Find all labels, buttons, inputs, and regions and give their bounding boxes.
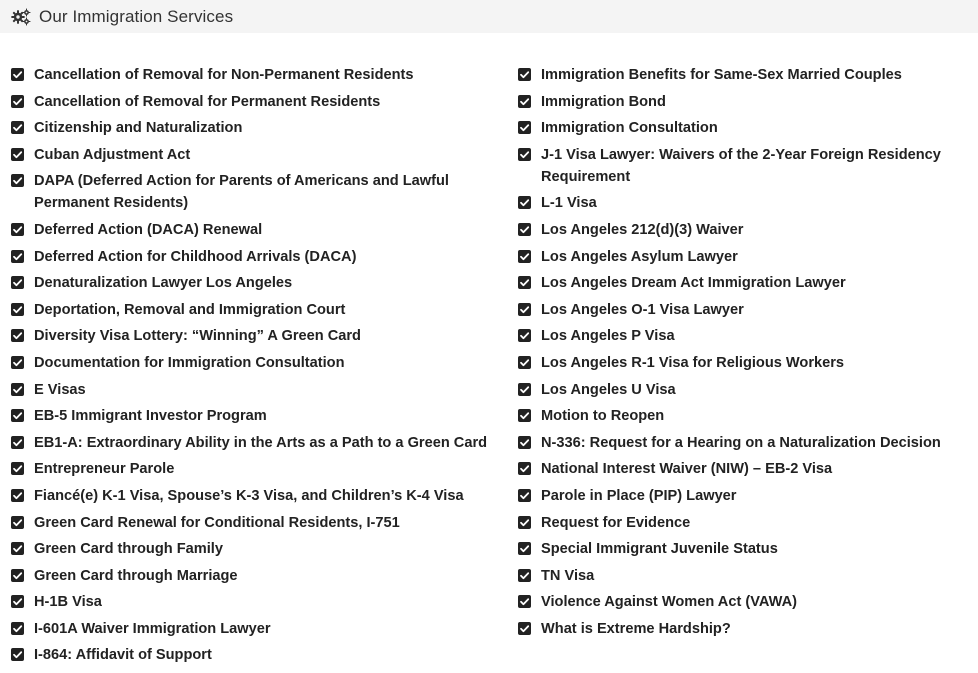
check-square-icon xyxy=(518,121,531,134)
check-square-icon xyxy=(518,462,531,475)
service-item-label: Motion to Reopen xyxy=(541,408,665,425)
service-item-right-14[interactable] xyxy=(518,432,968,459)
service-item-right-7[interactable] xyxy=(518,246,968,273)
check-square-icon xyxy=(518,622,531,635)
service-item-left-21[interactable] xyxy=(11,618,518,645)
service-item-label: Entrepreneur Parole xyxy=(34,461,175,478)
service-item-label: Parole in Place (PIP) Lawyer xyxy=(541,487,737,504)
service-item-right-13[interactable] xyxy=(518,405,968,432)
check-square-icon xyxy=(11,648,24,661)
service-item-label: Diversity Visa Lottery: “Winning” A Green Card xyxy=(34,328,361,345)
check-square-icon xyxy=(518,569,531,582)
check-square-icon xyxy=(518,148,531,161)
check-square-icon xyxy=(518,68,531,81)
check-square-icon xyxy=(518,489,531,502)
service-item-label: L-1 Visa xyxy=(541,195,597,212)
service-item-left-9[interactable] xyxy=(11,299,518,326)
service-item-label: Los Angeles P Visa xyxy=(541,328,675,345)
service-item-left-19[interactable] xyxy=(11,565,518,592)
service-item-right-3[interactable] xyxy=(518,117,968,144)
check-square-icon xyxy=(11,569,24,582)
service-item-left-1[interactable] xyxy=(11,64,518,91)
service-item-left-7[interactable] xyxy=(11,246,518,273)
service-item-label: H-1B Visa xyxy=(34,594,102,611)
check-square-icon xyxy=(518,196,531,209)
service-item-label: Los Angeles U Visa xyxy=(541,381,676,398)
service-item-right-10[interactable] xyxy=(518,325,968,352)
check-square-icon xyxy=(11,174,24,187)
check-square-icon xyxy=(11,68,24,81)
service-item-right-11[interactable] xyxy=(518,352,968,379)
service-item-right-18[interactable] xyxy=(518,538,968,565)
check-square-icon xyxy=(11,250,24,263)
check-square-icon xyxy=(518,595,531,608)
service-item-left-12[interactable] xyxy=(11,379,518,406)
service-item-left-6[interactable] xyxy=(11,219,518,246)
service-item-left-22[interactable] xyxy=(11,644,518,671)
service-item-label: Fiancé(e) K-1 Visa, Spouse’s K-3 Visa, and Children’s K-4 Visa xyxy=(34,487,464,504)
service-item-label: Cancellation of Removal for Permanent Residents xyxy=(34,93,381,110)
service-item-label: National Interest Waiver (NIW) – EB-2 Visa xyxy=(541,461,833,478)
check-square-icon xyxy=(518,436,531,449)
service-item-label: DAPA (Deferred Action for Parents of Americans and Lawful Permanent Residents) xyxy=(34,173,449,212)
service-item-label: Cuban Adjustment Act xyxy=(34,146,191,163)
service-item-label: Immigration Benefits for Same-Sex Married Couples xyxy=(541,67,902,83)
check-square-icon xyxy=(11,595,24,608)
check-square-icon xyxy=(518,250,531,263)
check-square-icon xyxy=(11,356,24,369)
service-item-right-9[interactable] xyxy=(518,299,968,326)
service-item-left-5[interactable] xyxy=(11,170,518,219)
service-item-label: Immigration Bond xyxy=(541,93,666,110)
service-item-label: Request for Evidence xyxy=(541,514,691,531)
check-square-icon xyxy=(518,95,531,108)
service-item-label: Cancellation of Removal for Non-Permanent Residents xyxy=(34,67,414,83)
service-item-right-21[interactable] xyxy=(518,618,968,645)
check-square-icon xyxy=(11,409,24,422)
section-title: Our Immigration Services xyxy=(39,6,234,26)
service-item-label: Deferred Action for Childhood Arrivals (DACA) xyxy=(34,248,357,265)
check-square-icon xyxy=(518,276,531,289)
service-item-left-18[interactable] xyxy=(11,538,518,565)
check-square-icon xyxy=(11,329,24,342)
service-item-label: Green Card through Family xyxy=(34,541,223,558)
service-item-label: What is Extreme Hardship? xyxy=(541,620,731,637)
service-item-right-15[interactable] xyxy=(518,458,968,485)
service-item-label: TN Visa xyxy=(541,567,595,584)
services-column-left xyxy=(11,64,518,671)
service-item-right-4[interactable] xyxy=(518,144,968,193)
service-item-left-10[interactable] xyxy=(11,325,518,352)
check-square-icon xyxy=(11,95,24,108)
service-item-label: J-1 Visa Lawyer: Waivers of the 2-Year Foreign Residency Requirement xyxy=(541,146,941,185)
service-item-label: Immigration Consultation xyxy=(541,120,718,137)
service-item-label: Green Card Renewal for Conditional Residents, I-751 xyxy=(34,514,400,531)
services-column-right xyxy=(518,64,968,671)
service-item-label: Deferred Action (DACA) Renewal xyxy=(34,221,263,238)
service-item-label: Los Angeles Dream Act Immigration Lawyer xyxy=(541,275,846,292)
service-item-right-2[interactable] xyxy=(518,91,968,118)
service-item-label: Los Angeles 212(d)(3) Waiver xyxy=(541,221,744,238)
service-item-right-20[interactable] xyxy=(518,591,968,618)
check-square-icon xyxy=(11,148,24,161)
check-square-icon xyxy=(11,542,24,555)
check-square-icon xyxy=(518,409,531,422)
service-item-label: Violence Against Women Act (VAWA) xyxy=(541,594,797,611)
service-item-label: EB1-A: Extraordinary Ability in the Arts as a Path to a Green Card xyxy=(34,434,488,451)
service-item-label: E Visas xyxy=(34,381,86,398)
service-item-label: Citizenship and Naturalization xyxy=(34,120,243,137)
service-item-left-14[interactable] xyxy=(11,432,518,459)
check-square-icon xyxy=(518,516,531,529)
service-item-right-5[interactable] xyxy=(518,192,968,219)
check-square-icon xyxy=(11,462,24,475)
check-square-icon xyxy=(518,223,531,236)
check-square-icon xyxy=(11,383,24,396)
service-item-label: Los Angeles O-1 Visa Lawyer xyxy=(541,301,744,318)
service-item-label: I-601A Waiver Immigration Lawyer xyxy=(34,620,271,637)
service-item-label: Special Immigrant Juvenile Status xyxy=(541,541,778,558)
service-item-right-12[interactable] xyxy=(518,379,968,406)
service-item-label: Green Card through Marriage xyxy=(34,567,238,584)
service-item-left-11[interactable] xyxy=(11,352,518,379)
service-item-right-8[interactable] xyxy=(518,272,968,299)
service-item-right-16[interactable] xyxy=(518,485,968,512)
check-square-icon xyxy=(518,356,531,369)
service-item-label: Denaturalization Lawyer Los Angeles xyxy=(34,275,293,292)
service-item-left-13[interactable] xyxy=(11,405,518,432)
check-square-icon xyxy=(518,303,531,316)
check-square-icon xyxy=(11,436,24,449)
service-item-left-15[interactable] xyxy=(11,458,518,485)
check-square-icon xyxy=(518,329,531,342)
service-item-label: EB-5 Immigrant Investor Program xyxy=(34,408,267,425)
service-item-label: Deportation, Removal and Immigration Court xyxy=(34,301,346,318)
gears-icon xyxy=(11,7,31,27)
service-item-label: Documentation for Immigration Consultation xyxy=(34,354,345,371)
check-square-icon xyxy=(518,383,531,396)
service-item-right-6[interactable] xyxy=(518,219,968,246)
check-square-icon xyxy=(11,303,24,316)
check-square-icon xyxy=(11,121,24,134)
check-square-icon xyxy=(11,516,24,529)
services-list xyxy=(11,64,971,671)
service-item-left-3[interactable] xyxy=(11,117,518,144)
check-square-icon xyxy=(11,276,24,289)
service-item-right-17[interactable] xyxy=(518,512,968,539)
service-item-left-17[interactable] xyxy=(11,512,518,539)
service-item-left-20[interactable] xyxy=(11,591,518,618)
service-item-left-2[interactable] xyxy=(11,91,518,118)
service-item-label: Los Angeles R-1 Visa for Religious Workers xyxy=(541,354,845,371)
check-square-icon xyxy=(11,489,24,502)
service-item-right-19[interactable] xyxy=(518,565,968,592)
service-item-left-16[interactable] xyxy=(11,485,518,512)
service-item-label: Los Angeles Asylum Lawyer xyxy=(541,248,738,265)
service-item-label: N-336: Request for a Hearing on a Naturalization Decision xyxy=(541,434,941,451)
check-square-icon xyxy=(11,622,24,635)
section-header xyxy=(0,0,978,33)
service-item-right-1[interactable] xyxy=(518,64,968,91)
service-item-left-4[interactable] xyxy=(11,144,518,171)
check-square-icon xyxy=(518,542,531,555)
check-square-icon xyxy=(11,223,24,236)
service-item-label: I-864: Affidavit of Support xyxy=(34,647,212,664)
service-item-left-8[interactable] xyxy=(11,272,518,299)
